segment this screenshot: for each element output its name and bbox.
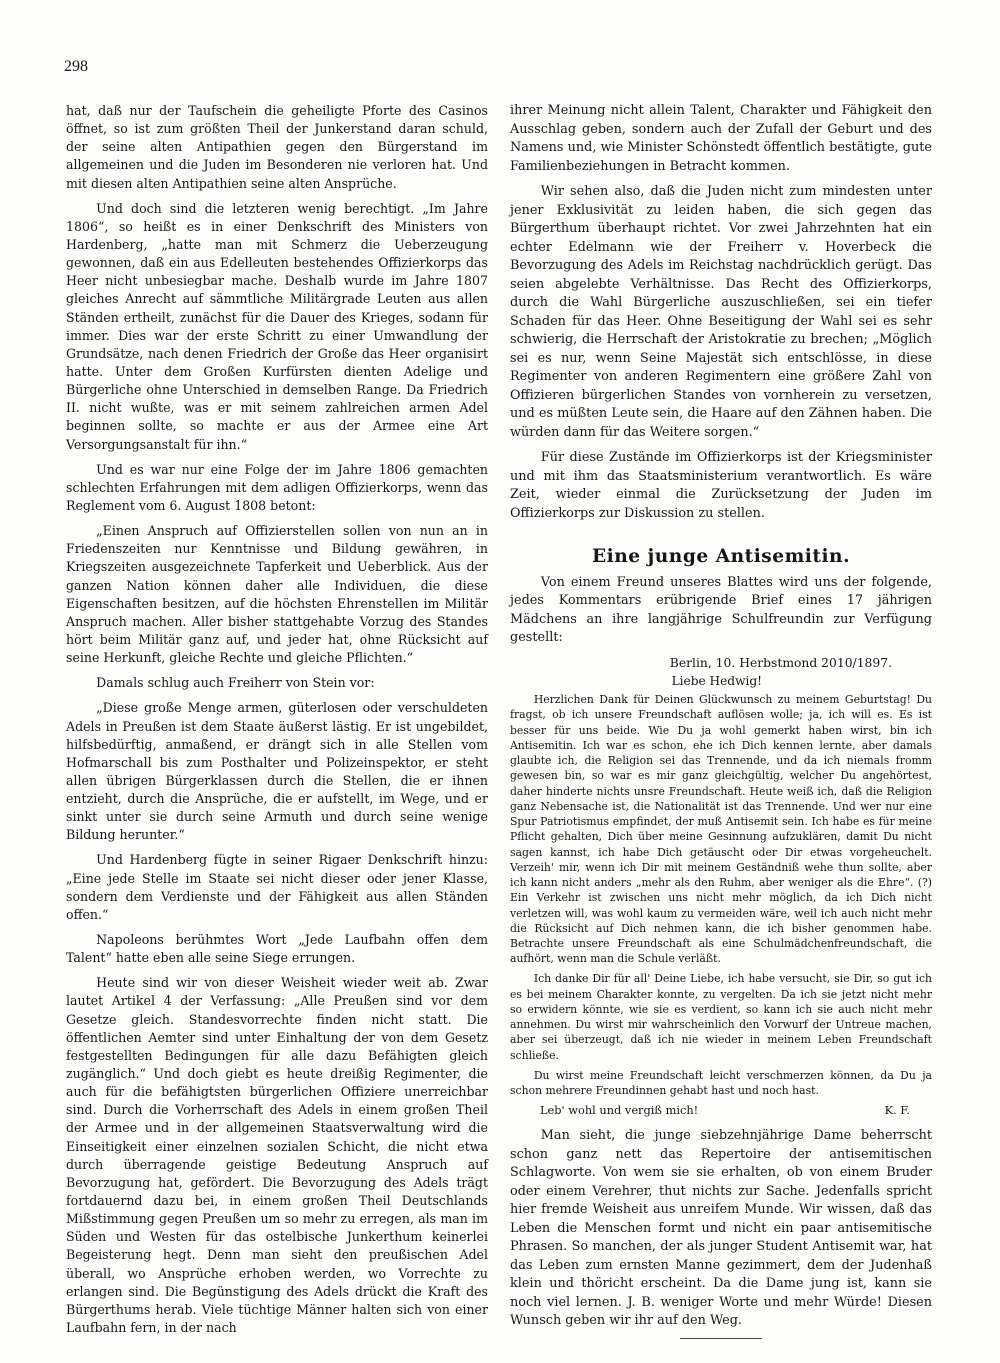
- paragraph: Heute sind wir von dieser Weisheit wieder weit ab. Zwar lautet Artikel 4 der Verfassung: „Alle Preußen sind vor dem Gesetze gleich. Standesvorrechte finden nicht statt. Die öffentlichen Aemter sind unter Einhaltung der von dem Gesetz festgestellten Bedingungen für alle dazu Befähigten gleich zugänglich.“ Und doch giebt es heute dreißig Regimenter, die auch für die befähigtsten bürgerlichen Offiziere unerreichbar sind. Durch die Vorherrschaft des Adels in einem großen Theil der Armee und in der allgemeinen Staatsverwaltung wird die Einseitigkeit einer einzelnen sozialen Schicht, die nicht etwa durch überragende geistige Bedeutung Anspruch auf Bevorzugung hat, gefördert. Die Bevorzugung des Adels trägt fortdauernd dazu bei, in einem großen Theil Deutschlands Mißstimmung gegen Preußen um so mehr zu erregen, als man im Süden und Westen für das ostelbische Junkerthum keinerlei Begeisterung hegt. Denn man sieht den preußischen Adel überall, wo Ansprüche erhoben werden, wo Vorrechte zu erlangen sind. Die Begünstigung des Adels drückt die Kraft des Bürgerthums herab. Viele tüchtige Männer halten sich von einer Laufbahn fern, in der nach: [66, 975, 488, 1335]
- right-column: [510, 102, 932, 1339]
- paragraph: hat, daß nur der Taufschein die geheiligte Pforte des Casinos öffnet, so ist zum größten Theil der Junkerstand daran schuld, der seine alten Antipathien gegen den Bürgerstand im allgemeinen und die Juden im Besonderen nie verloren hat. Und mit diesen alten Antipathien seine alten Ansprüche.: [66, 103, 488, 191]
- page-number: 298: [64, 58, 88, 75]
- article-title: Eine junge Antisemitin.: [591, 546, 851, 568]
- letter-closing: Leb' wohl und vergiß mich!: [540, 1103, 699, 1118]
- paragraph: Und doch sind die letzteren wenig berechtigt. „Im Jahre 1806“, so heißt es in einer Denkschrift des Ministers von Hardenberg, „hatte man mit Schmerz die Ueberzeugung gewonnen, daß ein aus Edelleuten bestehendes Offizierkorps das Heer nicht unbesiegbar mache. Deshalb wurde im Jahre 1807 gleiches Anrecht auf sämmtliche Militärgrade Leuten aus allen Ständen ertheilt, zunächst für die Dauer des Krieges, sodann für immer. Dies war der erste Schritt zu einer Umwandlung der Grundsätze, nach denen Friedrich der Große das Heer organisirt hatte. Unter dem Großen Kurfürsten dienten Adelige und Bürgerliche ohne Unterschied in demselben Range. Da Friedrich II. nicht wußte, was er mit seinem zahlreichen armen Adel beginnen sollte, so machte er aus der Armee eine Art Versorgungsanstalt für ihn.“: [66, 200, 488, 452]
- paragraph: Napoleons berühmtes Wort „Jede Laufbahn offen dem Talent“ hatte eben alle seine Siege errungen.: [66, 932, 488, 966]
- letter-salutation: Liebe Hedwig!: [671, 673, 762, 688]
- left-column: [66, 102, 488, 1344]
- paragraph: Für diese Zustände im Offizierkorps ist der Kriegsminister und mit ihm das Staatsministerium verantwortlich. Es wäre Zeit, wieder einmal die Zurücksetzung der Juden im Offizierkorps zur Diskussion zu stellen.: [510, 450, 932, 521]
- paragraph: Damals schlug auch Freiherr von Stein vor:: [96, 675, 375, 691]
- paragraph: Wir sehen also, daß die Juden nicht zum mindesten unter jener Exklusivität zu leiden haben, die sich gegen das Bürgerthum überhaupt richtet. Vor zwei Jahrzehnten hat ein echter Edelmann wie der Freiherr v. Hoverbeck die Bevorzugung des Adels im Reichstag nachdrücklich gerügt. Das seien abgelebte Verhältnisse. Das Recht des Offizierkorps, durch die Wahl Bürgerliche auszuschließen, sei ein tiefer Schaden für das Heer. Ohne Beseitigung der Wahl sei es sehr schwierig, die Herrschaft der Aristokratie zu brechen; „Möglich sei es nur, wenn Seine Majestät sich entschlösse, in diese Regimenter von anderen Regimentern eine größere Zahl von Offizieren bürgerlichen Standes von vornherein zu versetzen, und es müßten Leute sein, die Haare auf den Zähnen haben. Die würden dann für das Weitere sorgen.“: [510, 184, 932, 440]
- letter-paragraph: Herzlichen Dank für Deinen Glückwunsch zu meinem Geburtstag! Du fragst, ob ich unsere Freundschaft auflösen wolle; ja, ich will es. Es ist besser für uns beide. Wie Du ja wohl gemerkt haben wirst, bin ich Antisemitin. Ich war es schon, ehe ich Dich kennen lernte, aber damals glaubte ich, die Religion sei das Trennende, und da ich niemals fromm gewesen bin, so war es mir ganz gleichgültig, welcher Du angehörtest, daher hinderte nichts unsre Freundschaft. Heute weiß ich, daß die Religion ganz Nebensache ist, die Nationalität ist das Trennende. Und wer nur eine Spur Patriotismus empfindet, der muß Antisemit sein. Ich habe es für meine Pflicht gehalten, Dich über meine Gesinnung aufzuklären, damit Du nicht sagen kannst, ich habe Dich getäuscht oder Dir etwas vorgeheuchelt. Verzeih' mir, wenn ich Dir mit meinem Geständniß wehe thun sollte, aber ich kann nicht anders „mehr als den Ruhm, aber weniger als die Ehre“. (?) Ein Verkehr ist zwischen uns nicht mehr möglich, da ich Dich nicht verletzen will, was wohl kaum zu vermeiden wäre, weil ich auch nicht mehr die Rücksicht auf Dich nehmen kann, die ich bisher genommen habe. Betrachte unsere Freundschaft als eine Schulmädchenfreundschaft, die aufhört, wenn man die Schule verläßt.: [510, 693, 932, 966]
- end-of-article-rule: [680, 1338, 762, 1339]
- letter-dateline: Berlin, 10. Herbstmond 2010/1897.: [669, 655, 892, 670]
- paragraph: Und Hardenberg fügte in seiner Rigaer Denkschrift hinzu: „Eine jede Stelle im Staate sei nicht dieser oder jener Klasse, sondern dem Verdienste und der Fähigkeit aus allen Ständen offen.“: [66, 852, 488, 922]
- article-commentary: Man sieht, die junge siebzehnjährige Dame beherrscht schon ganz nett das Repertoire der antisemitischen Schlagworte. Von wem sie sie erhalten, ob von einem Bruder oder einem Verehrer, thut nichts zur Sache. Jedenfalls spricht hier fremde Weisheit aus unreifem Munde. Wir wissen, daß das Leben die Menschen formt und nicht ein paar antisemitische Phrasen. So manchen, der als junger Student Antisemit war, hat das Leben zum ernsten Manne gezimmert, dem der Judenhaß klein und thöricht erscheint. Da die Dame jung ist, kann sie noch viel lernen. J. B. weniger Worte und mehr Würde! Diesen Wunsch geben wir ihr auf den Weg.: [510, 1128, 932, 1329]
- paragraph: Und es war nur eine Folge der im Jahre 1806 gemachten schlechten Erfahrungen mit dem adligen Offizierkorps, wenn das Reglement vom 6. August 1808 betont:: [66, 461, 488, 513]
- article-intro: Von einem Freund unseres Blattes wird uns der folgende, jedes Kommentars erübrigende Brief eines 17 jährigen Mädchens an ihre langjährige Schulfreundin zur Verfügung gestellt:: [510, 574, 932, 646]
- letter-paragraph: Du wirst meine Freundschaft leicht verschmerzen können, da Du ja schon mehrere Freundinnen gehabt hast und noch hast.: [510, 1068, 932, 1098]
- quote-paragraph: „Diese große Menge armen, güterlosen oder verschuldeten Adels in Preußen ist dem Staate äußerst lästig. Er ist ungebildet, hilfsbedürftig, anmaßend, er drängt sich in alle Stellen vom Hofmarschall bis zum Posthalter und Polizeinspektor, er steht allen übrigen Bürgerklassen durch die Stellen, die er ihnen entzieht, durch die Ansprüche, die er aufstellt, im Wege, und er sinkt unter sie durch seine Armuth und durch seine wenige Bildung herunter.“: [66, 700, 488, 843]
- paragraph: ihrer Meinung nicht allein Talent, Charakter und Fähigkeit den Ausschlag geben, sondern auch der Zufall der Geburt und des Namens und, wie Minister Schönstedt öffentlich bestätigte, gute Familienbeziehungen in Betracht kommen.: [510, 103, 932, 174]
- letter-paragraph: Ich danke Dir für all' Deine Liebe, ich habe versucht, sie Dir, so gut ich es bei meinem Charakter konnte, zu vergelten. Da ich sie jetzt nicht mehr so erwidern könnte, wie sie es verdient, so kann ich sie auch nicht mehr annehmen. Du wirst mir wahrscheinlich den Vorwurf der Untreue machen, aber sei überzeugt, daß ich nie wieder in meinem Leben Freundschaft schließe.: [510, 972, 932, 1062]
- letter-closing-line: [510, 1103, 932, 1119]
- quote-paragraph: „Einen Anspruch auf Offizierstellen sollen von nun an in Friedenszeiten nur Kenntnisse und Bildung gewähren, in Kriegszeiten ausgezeichnete Tapferkeit und Ueberblick. Aus der ganzen Nation können daher alle Individuen, die diese Eigenschaften besitzen, auf die höchsten Ehrenstellen im Militär Anspruch machen. Aller bisher stattgehabte Vorzug des Standes hört beim Militär ganz auf, und jeder hat, ohne Rücksicht auf seine Herkunft, gleiche Rechte und gleiche Pflichten.“: [66, 523, 488, 666]
- letter-signature: K. F.: [884, 1103, 910, 1118]
